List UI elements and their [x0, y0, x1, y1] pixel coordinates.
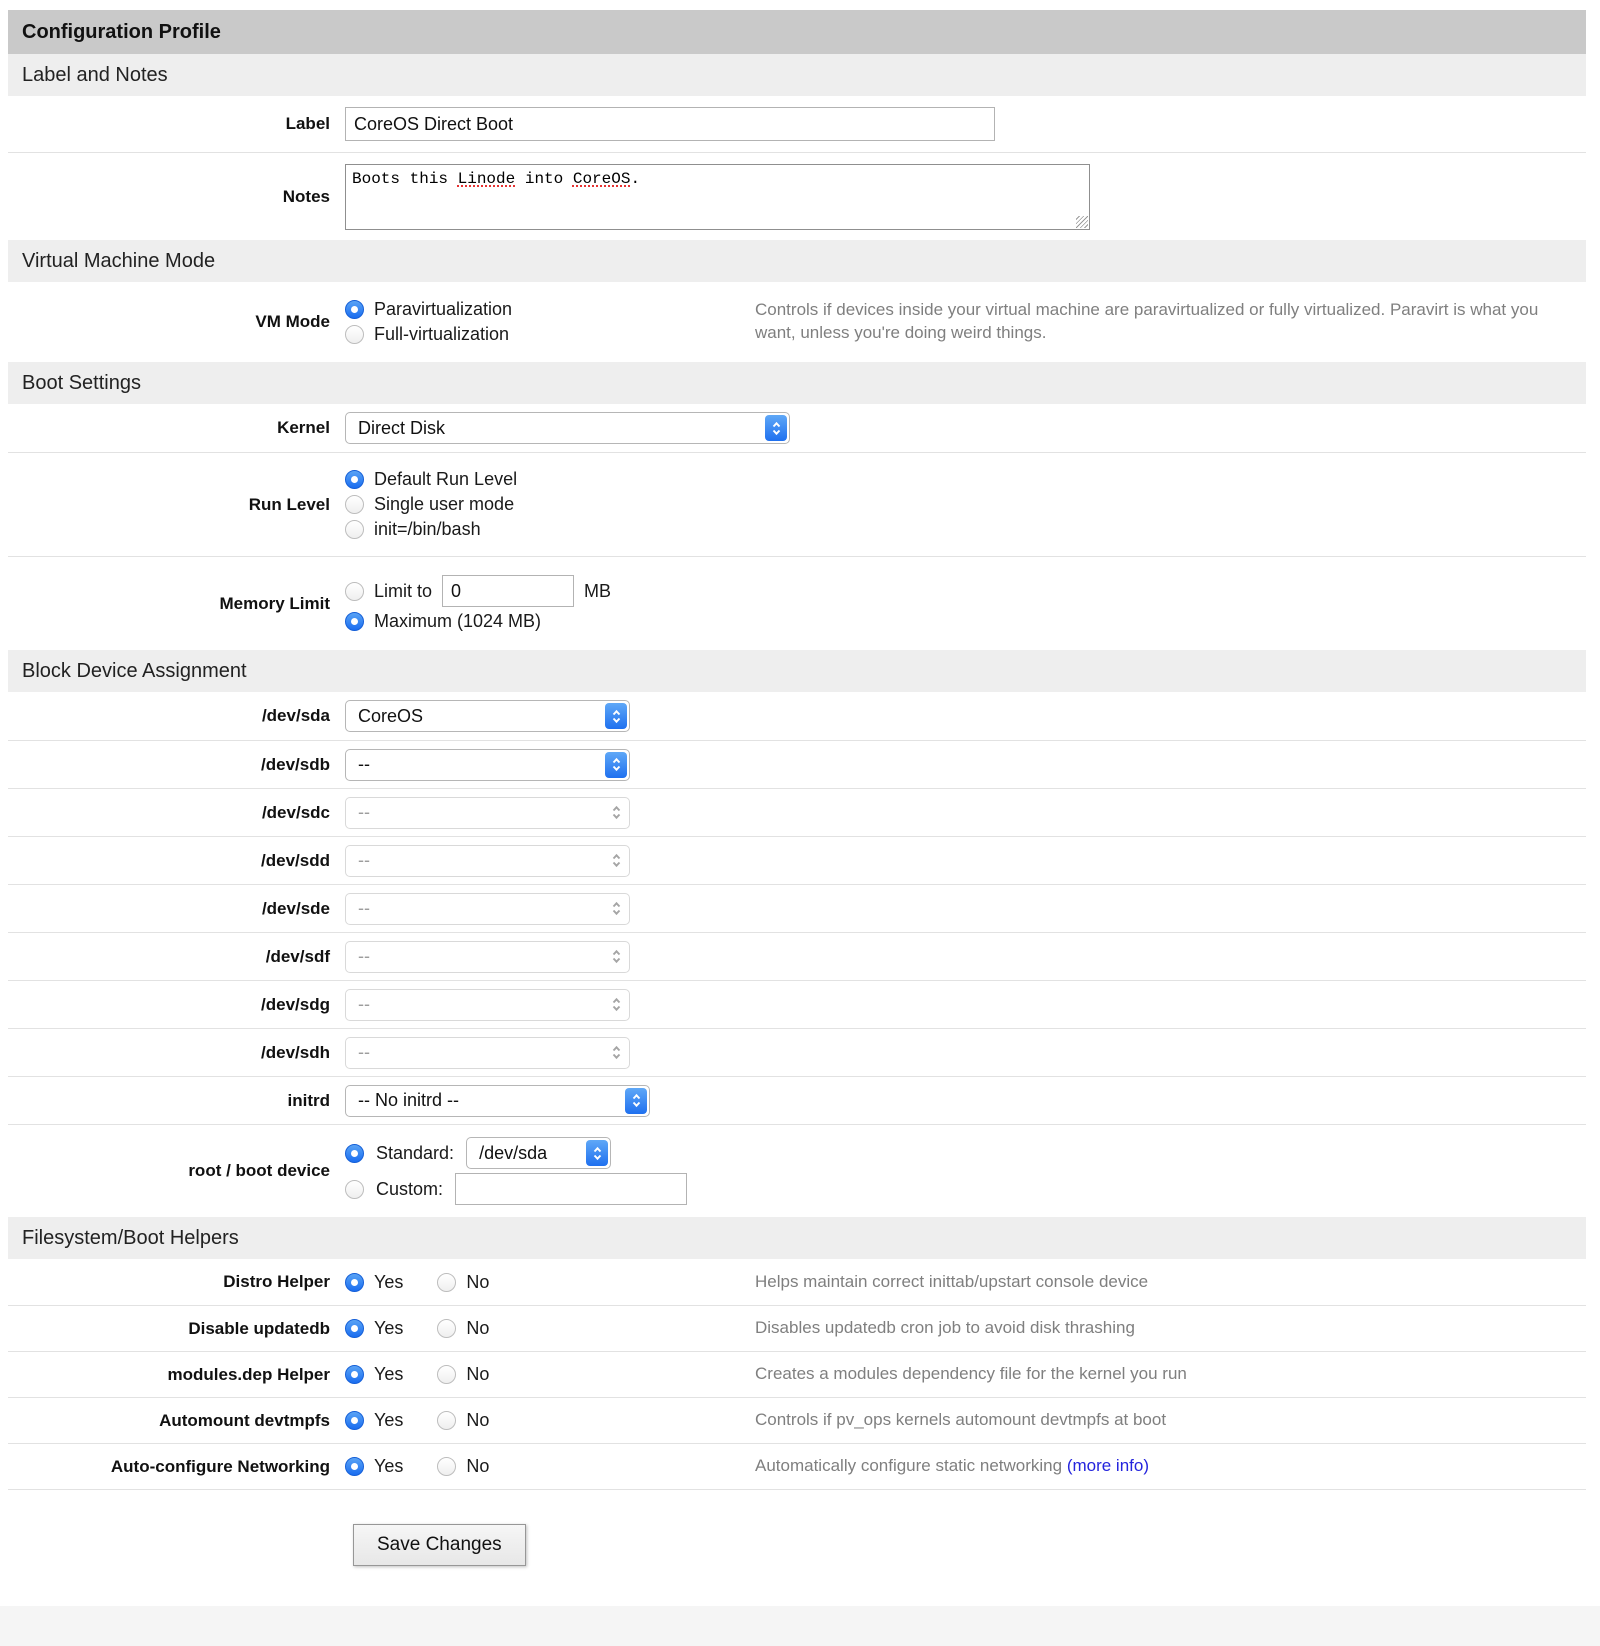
maximum-memory-radio-label: Maximum (1024 MB): [374, 611, 542, 631]
helper-label: Automount devtmpfs: [159, 1410, 330, 1430]
device-row-sdf: [8, 932, 1586, 980]
dev-sde-select: [345, 893, 630, 925]
init-bin-bash-radio[interactable]: [345, 520, 364, 539]
initrd-select-value: -- No initrd --: [358, 1090, 460, 1110]
disable-updatedb-yes-radio[interactable]: [345, 1319, 364, 1338]
select-stepper-icon: [605, 703, 627, 729]
label-input[interactable]: [345, 107, 995, 141]
page-title-bar: [8, 10, 1586, 54]
memory-unit-label: MB: [584, 580, 612, 601]
single-user-mode-radio-label: Single user mode: [374, 494, 515, 514]
auto-configure-networking-row: [8, 1443, 1586, 1489]
kernel-row: [8, 404, 1586, 452]
section-heading: Virtual Machine Mode: [22, 249, 216, 272]
device-row-sde: [8, 884, 1586, 932]
device-label: /dev/sda: [261, 706, 330, 725]
select-stepper-icon: [605, 800, 627, 826]
yes-radio-label: Yes: [374, 1410, 404, 1430]
select-stepper-icon: [605, 1040, 627, 1066]
helper-label: Distro Helper: [223, 1272, 330, 1291]
vm-mode-row: [8, 282, 1586, 362]
dev-sdg-select-value: --: [358, 994, 370, 1014]
select-stepper-icon: [605, 752, 627, 778]
helper-help-text: Automatically configure static networking: [755, 1456, 1067, 1476]
label-field-label: Label: [285, 114, 330, 133]
standard-device-radio[interactable]: [345, 1144, 364, 1163]
helper-help-text: Helps maintain correct inittab/upstart console device: [755, 1271, 1149, 1291]
yes-radio-label: Yes: [374, 1318, 404, 1338]
device-label: /dev/sdc: [261, 802, 330, 822]
select-stepper-icon: [605, 848, 627, 874]
root-boot-device-label: root / boot device: [188, 1161, 330, 1180]
single-user-mode-radio[interactable]: [345, 495, 364, 514]
custom-device-radio-label: Custom:: [376, 1178, 444, 1199]
device-label: /dev/sdb: [261, 754, 330, 774]
auto-configure-networking-no-radio[interactable]: [437, 1457, 456, 1476]
section-heading: Boot Settings: [22, 371, 141, 394]
modules-dep-yes-radio[interactable]: [345, 1365, 364, 1384]
page-footer-band: [0, 1606, 1600, 1646]
select-stepper-icon: [605, 944, 627, 970]
device-label: /dev/sdd: [261, 850, 330, 870]
dev-sdh-select-value: --: [358, 1042, 370, 1062]
device-label: /dev/sde: [261, 898, 330, 918]
notes-text-segment: into: [515, 169, 573, 188]
helper-help-text: Controls if pv_ops kernels automount devtmpfs at boot: [755, 1410, 1167, 1430]
distro-helper-yes-radio[interactable]: [345, 1273, 364, 1292]
yes-radio-label: Yes: [374, 1456, 404, 1476]
save-area: [8, 1489, 1586, 1606]
standard-device-select[interactable]: [466, 1137, 611, 1169]
distro-helper-no-radio[interactable]: [437, 1273, 456, 1292]
limit-to-radio[interactable]: [345, 582, 364, 601]
auto-configure-networking-yes-radio[interactable]: [345, 1457, 364, 1476]
device-row-sdh: [8, 1028, 1586, 1076]
paravirtualization-radio[interactable]: [345, 300, 364, 319]
notes-text-segment: Boots this: [352, 169, 458, 188]
standard-device-select-value: /dev/sda: [479, 1142, 548, 1163]
dev-sdb-select[interactable]: [345, 749, 630, 781]
dev-sdg-select: [345, 989, 630, 1021]
maximum-memory-radio[interactable]: [345, 612, 364, 631]
device-label: /dev/sdg: [261, 994, 330, 1014]
device-label: /dev/sdh: [261, 1042, 330, 1062]
default-run-level-radio-label: Default Run Level: [374, 469, 518, 489]
section-heading: Block Device Assignment: [22, 659, 247, 682]
save-changes-button[interactable]: Save Changes: [353, 1524, 526, 1566]
notes-text-segment-misspelled: CoreOS: [572, 169, 631, 188]
helper-label: modules.dep Helper: [167, 1364, 330, 1384]
modules-dep-helper-row: [8, 1351, 1586, 1397]
label-row: [8, 96, 1586, 152]
dev-sdd-select-value: --: [358, 850, 370, 870]
default-run-level-radio[interactable]: [345, 470, 364, 489]
initrd-label: initrd: [287, 1090, 330, 1110]
notes-row: [8, 152, 1586, 240]
custom-device-input[interactable]: [455, 1173, 687, 1205]
vm-mode-help-text: Controls if devices inside your virtual machine are paravirtualized or fully virtualized. Paravirt is what you want, unless you're doing weird things.: [755, 300, 1539, 342]
automount-devtmpfs-no-radio[interactable]: [437, 1411, 456, 1430]
textarea-resize-grip[interactable]: [1076, 216, 1088, 228]
no-radio-label: No: [466, 1410, 490, 1430]
init-bin-bash-radio-label: init=/bin/bash: [374, 519, 481, 539]
device-row-sdb: [8, 740, 1586, 788]
helper-help-text: Creates a modules dependency file for the kernel you run: [755, 1364, 1187, 1384]
device-row-sdg: [8, 980, 1586, 1028]
dev-sde-select-value: --: [358, 898, 370, 918]
device-row-sda: [8, 692, 1586, 740]
automount-devtmpfs-yes-radio[interactable]: [345, 1411, 364, 1430]
device-row-sdd: [8, 836, 1586, 884]
select-stepper-icon: [586, 1140, 608, 1166]
standard-device-radio-label: Standard:: [376, 1142, 455, 1163]
paravirtualization-radio-label: Paravirtualization: [374, 299, 513, 319]
device-label: /dev/sdf: [265, 946, 330, 966]
dev-sdh-select: [345, 1037, 630, 1069]
dev-sdc-select: [345, 797, 630, 829]
kernel-select[interactable]: [345, 412, 790, 444]
memory-limit-row: [8, 556, 1586, 650]
section-heading: Label and Notes: [22, 63, 168, 86]
section-filesystem-boot-helpers: [8, 1217, 1586, 1259]
no-radio-label: No: [466, 1456, 490, 1476]
notes-text-segment: .: [630, 169, 641, 188]
helper-label: Disable updatedb: [188, 1318, 330, 1338]
dev-sdf-select: [345, 941, 630, 973]
select-stepper-icon: [605, 896, 627, 922]
distro-helper-row: [8, 1259, 1586, 1305]
run-level-row: [8, 452, 1586, 556]
more-info-link[interactable]: (more info): [1066, 1456, 1149, 1476]
no-radio-label: No: [466, 1318, 490, 1338]
helper-label: Auto-configure Networking: [110, 1456, 330, 1476]
custom-device-radio[interactable]: [345, 1180, 364, 1199]
section-boot-settings: [8, 362, 1586, 404]
section-heading: Filesystem/Boot Helpers: [22, 1226, 239, 1249]
section-label-and-notes: [8, 54, 1586, 96]
dev-sda-select-value: CoreOS: [358, 705, 424, 726]
dev-sdc-select-value: --: [358, 802, 370, 822]
run-level-label: Run Level: [248, 494, 330, 514]
yes-radio-label: Yes: [374, 1364, 404, 1384]
disable-updatedb-no-radio[interactable]: [437, 1319, 456, 1338]
disable-updatedb-row: [8, 1305, 1586, 1351]
device-row-sdc: [8, 788, 1586, 836]
kernel-label: Kernel: [277, 418, 330, 437]
page-title: Configuration Profile: [22, 20, 221, 43]
limit-to-radio-label: Limit to: [374, 580, 433, 601]
notes-text-segment-misspelled: Linode: [457, 169, 516, 188]
dev-sda-select[interactable]: [345, 700, 630, 732]
dev-sdf-select-value: --: [358, 946, 370, 966]
initrd-select[interactable]: [345, 1085, 650, 1117]
full-virtualization-radio[interactable]: [345, 325, 364, 344]
select-stepper-icon: [765, 415, 787, 441]
kernel-select-value: Direct Disk: [358, 417, 446, 438]
full-virtualization-radio-label: Full-virtualization: [374, 324, 510, 344]
helper-help-text: Disables updatedb cron job to avoid disk thrashing: [755, 1318, 1135, 1338]
initrd-row: [8, 1076, 1586, 1124]
yes-radio-label: Yes: [374, 1271, 404, 1292]
vm-mode-label: VM Mode: [255, 312, 330, 331]
memory-limit-input[interactable]: [442, 575, 574, 607]
memory-limit-label: Memory Limit: [219, 593, 330, 613]
dev-sdb-select-value: --: [358, 754, 370, 774]
section-virtual-machine-mode: [8, 240, 1586, 282]
select-stepper-icon: [625, 1088, 647, 1114]
notes-field-label: Notes: [282, 186, 330, 206]
no-radio-label: No: [466, 1271, 490, 1292]
select-stepper-icon: [605, 992, 627, 1018]
modules-dep-no-radio[interactable]: [437, 1365, 456, 1384]
dev-sdd-select: [345, 845, 630, 877]
automount-devtmpfs-row: [8, 1397, 1586, 1443]
no-radio-label: No: [466, 1364, 490, 1384]
notes-textarea[interactable]: [345, 164, 1090, 230]
root-boot-device-row: [8, 1124, 1586, 1217]
section-block-device-assignment: [8, 650, 1586, 692]
